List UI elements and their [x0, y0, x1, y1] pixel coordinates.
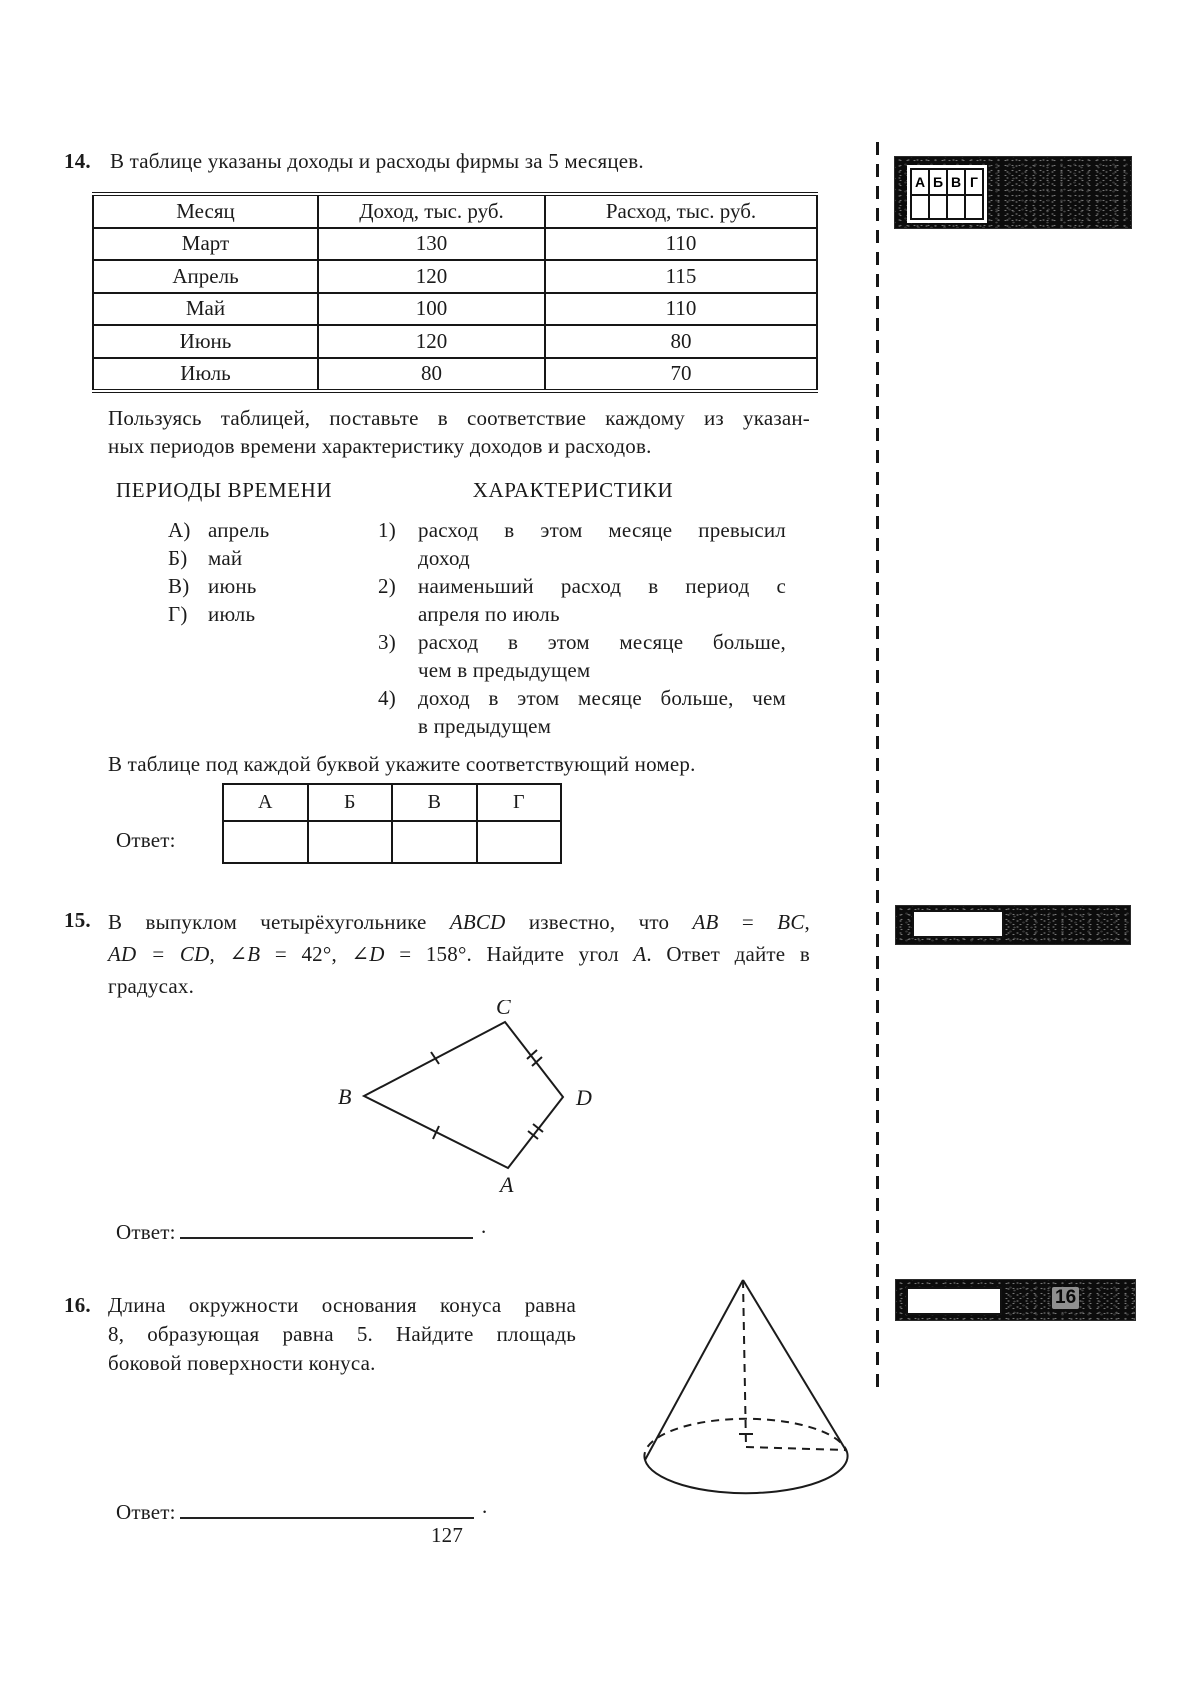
char-3-line-2: чем в предыдущем	[418, 658, 591, 682]
margin-answer-box-16	[896, 1280, 1135, 1320]
problem-15-number: 15.	[64, 908, 91, 932]
table-row	[93, 293, 817, 326]
cell-income: 80	[318, 358, 545, 392]
period-label-g: Г)	[168, 602, 188, 626]
periods-title: ПЕРИОДЫ ВРЕМЕНИ	[116, 478, 333, 502]
answer-label-16: Ответ:	[116, 1500, 176, 1524]
period-text-g: июль	[208, 602, 256, 626]
text-segment: = 42°, ∠	[260, 942, 370, 966]
quadrilateral-outline	[364, 1022, 563, 1168]
answer-cell-v	[392, 821, 477, 863]
mini-grid-empty-row	[911, 195, 983, 219]
period-text-b: май	[208, 546, 243, 570]
mini-grid-letter-g: Г	[965, 169, 983, 195]
char-1-line-2: доход	[418, 546, 470, 570]
col-header-income: Доход, тыс. руб.	[318, 194, 545, 228]
math-segment: D	[369, 942, 385, 966]
problem-15-line-1	[108, 906, 810, 938]
problem-15-line-3: градусах.	[108, 974, 195, 998]
margin-answer-grid-badge	[895, 157, 1131, 228]
cone-axis-dashed	[743, 1280, 746, 1447]
char-num-3: 3)	[378, 630, 396, 654]
math-segment: ABCD	[449, 910, 506, 934]
cell-expense: 110	[545, 293, 817, 326]
answer-note: В таблице под каждой буквой укажите соответствующий номер.	[108, 752, 696, 776]
col-header-expense: Расход, тыс. руб.	[545, 194, 817, 228]
answer-period-16: .	[482, 1494, 488, 1518]
answer-label-14: Ответ:	[116, 828, 176, 852]
cone-base-front-arc	[645, 1452, 848, 1493]
col-header-month: Месяц	[93, 194, 318, 228]
char-4-line-2: в предыдущем	[418, 714, 552, 738]
cell-expense: 110	[545, 228, 817, 261]
period-text-v: июнь	[208, 574, 257, 598]
math-segment: BC	[777, 910, 805, 934]
answer-field-16	[906, 1287, 1002, 1315]
math-segment: AD = CD	[108, 942, 210, 966]
char-num-2: 2)	[378, 574, 396, 598]
problem-16-number: 16.	[64, 1293, 91, 1317]
answer-cell-a	[223, 821, 308, 863]
answer-field-15	[912, 910, 1004, 938]
cell-income: 130	[318, 228, 545, 261]
char-2-line-1: наименьший расход в период с	[418, 574, 786, 598]
answer-period-15: .	[481, 1214, 487, 1238]
period-label-a: А)	[168, 518, 191, 542]
answer-cell-b	[308, 821, 393, 863]
answer-grid-empty-row	[223, 821, 561, 863]
period-text-a: апрель	[208, 518, 270, 542]
problem-16-line-3: боковой поверхности конуса.	[108, 1351, 376, 1375]
margin-divider-dashed-line	[876, 142, 879, 1390]
answer-grid-header-v: В	[392, 784, 477, 821]
margin-mini-grid	[910, 168, 984, 220]
char-num-4: 4)	[378, 686, 396, 710]
margin-problem-number-16: 16	[1052, 1287, 1079, 1309]
mini-grid-letter-v: В	[947, 169, 965, 195]
text-segment: , ∠	[209, 942, 248, 966]
table-header-row	[93, 194, 817, 228]
instruction-line-1: Пользуясь таблицей, поставьте в соответствие каждому из указан-	[108, 406, 810, 430]
cone-figure	[595, 1268, 895, 1498]
text-segment: известно, что	[505, 910, 693, 934]
char-2-line-2: апреля по июль	[418, 602, 560, 626]
cell-month: Июнь	[93, 325, 318, 358]
vertex-label-c: C	[496, 1000, 511, 1019]
cone-radius-dashed	[746, 1447, 845, 1450]
text-segment: ,	[804, 910, 810, 934]
mini-grid-cell	[911, 195, 929, 219]
vertex-label-d: D	[576, 1085, 592, 1110]
problem-14-number: 14.	[64, 149, 91, 173]
cell-month: Июль	[93, 358, 318, 392]
mini-grid-letter-a: А	[911, 169, 929, 195]
vertex-label-b: B	[338, 1084, 352, 1109]
cone-right-side	[743, 1280, 847, 1452]
answer-grid-header-row	[223, 784, 561, 821]
char-1-line-1: расход в этом месяце превысил	[418, 518, 786, 542]
answer-grid-header-a: А	[223, 784, 308, 821]
text-segment: =	[718, 910, 778, 934]
cell-expense: 115	[545, 260, 817, 293]
answer-grid-header-g: Г	[477, 784, 562, 821]
table-row	[93, 358, 817, 392]
mini-grid-letter-b: Б	[929, 169, 947, 195]
problem-16-line-1: Длина окружности основания конуса равна	[108, 1293, 576, 1317]
cell-income: 120	[318, 260, 545, 293]
income-expense-table	[92, 192, 818, 393]
cell-month: Март	[93, 228, 318, 261]
cell-month: Апрель	[93, 260, 318, 293]
cell-expense: 70	[545, 358, 817, 392]
answer-blank-15	[180, 1218, 473, 1239]
math-segment: B	[247, 942, 261, 966]
answer-cell-g	[477, 821, 562, 863]
text-segment: В выпуклом четырёхугольнике	[108, 910, 450, 934]
text-segment: . Ответ дайте в	[646, 942, 810, 966]
cell-income: 120	[318, 325, 545, 358]
vertex-label-a: A	[500, 1172, 514, 1197]
cell-month: Май	[93, 293, 318, 326]
table-row	[93, 228, 817, 261]
page-number: 127	[430, 1523, 464, 1547]
cell-expense: 80	[545, 325, 817, 358]
answer-label-15: Ответ:	[116, 1220, 176, 1244]
text-segment: = 158°. Найдите угол	[384, 942, 634, 966]
problem-15-line-2	[108, 938, 810, 970]
table-row	[93, 325, 817, 358]
mini-grid-cell	[929, 195, 947, 219]
math-segment: A	[633, 942, 647, 966]
cell-income: 100	[318, 293, 545, 326]
answer-grid-header-b: Б	[308, 784, 393, 821]
problem-14-intro: В таблице указаны доходы и расходы фирмы за 5 месяцев.	[110, 149, 644, 173]
problem-16-line-2: 8, образующая равна 5. Найдите площадь	[108, 1322, 576, 1346]
char-4-line-1: доход в этом месяце больше, чем	[418, 686, 786, 710]
math-segment: AB	[692, 910, 719, 934]
mini-grid-header-row	[911, 169, 983, 195]
answer-grid-14	[222, 783, 562, 864]
period-label-v: В)	[168, 574, 190, 598]
characteristics-title: ХАРАКТЕРИСТИКИ	[472, 478, 674, 502]
cone-left-side	[645, 1280, 743, 1460]
table-row	[93, 260, 817, 293]
char-3-line-1: расход в этом месяце больше,	[418, 630, 786, 654]
char-num-1: 1)	[378, 518, 396, 542]
quadrilateral-figure	[330, 1000, 610, 1210]
mini-grid-cell	[947, 195, 965, 219]
margin-answer-box-15	[896, 906, 1130, 944]
instruction-line-2: ных периодов времени характеристику доходов и расходов.	[108, 434, 652, 458]
period-label-b: Б)	[168, 546, 188, 570]
mini-grid-cell	[965, 195, 983, 219]
answer-blank-16	[180, 1498, 474, 1519]
